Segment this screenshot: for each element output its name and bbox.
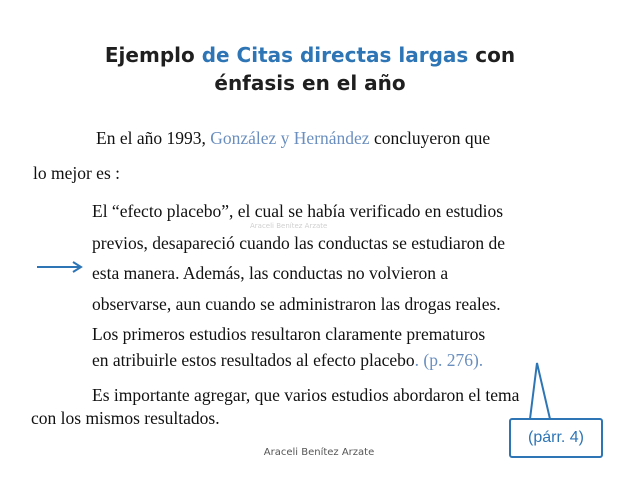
callout-text: (párr. 4) bbox=[527, 429, 584, 446]
quote-line: Los primeros estudios resultaron claramente prematuros bbox=[92, 324, 486, 344]
title-accent: de Citas directas largas bbox=[201, 43, 469, 67]
footer-author: Araceli Benítez Arzate bbox=[263, 447, 375, 458]
closing-line-1: Es importante agregar, que varios estudios abordaron el tema bbox=[92, 385, 520, 405]
callout-pointer bbox=[520, 361, 560, 421]
watermark: Araceli Benítez Arzate bbox=[250, 222, 328, 230]
slide-title-line-2: énfasis en el año bbox=[214, 71, 406, 95]
title-suffix: con bbox=[468, 43, 516, 67]
quote-last-line bbox=[92, 350, 483, 371]
intro-line-2: lo mejor es : bbox=[33, 163, 120, 183]
intro-suffix: concluyeron que bbox=[369, 128, 491, 148]
quote-line: esta manera. Además, las conductas no volvieron a bbox=[92, 263, 449, 283]
page-citation: (p. 276). bbox=[419, 350, 484, 370]
arrow-right-icon bbox=[36, 260, 86, 274]
closing-line-2: con los mismos resultados. bbox=[31, 408, 220, 428]
title-prefix: Ejemplo bbox=[104, 43, 202, 67]
intro-authors: González y Hernández bbox=[210, 128, 370, 148]
quote-period: . bbox=[414, 350, 420, 370]
quote-line: El “efecto placebo”, el cual se había verificado en estudios bbox=[92, 201, 504, 221]
slide-title-line-1 bbox=[40, 42, 580, 68]
intro-line-1 bbox=[96, 128, 490, 149]
quote-line: observarse, aun cuando se administraron las drogas reales. bbox=[92, 294, 501, 314]
intro-prefix: En el año 1993, bbox=[96, 128, 211, 148]
quote-last-text: en atribuirle estos resultados al efecto placebo bbox=[92, 350, 415, 370]
quote-line: previos, desapareció cuando las conductas se estudiaron de bbox=[92, 233, 506, 253]
